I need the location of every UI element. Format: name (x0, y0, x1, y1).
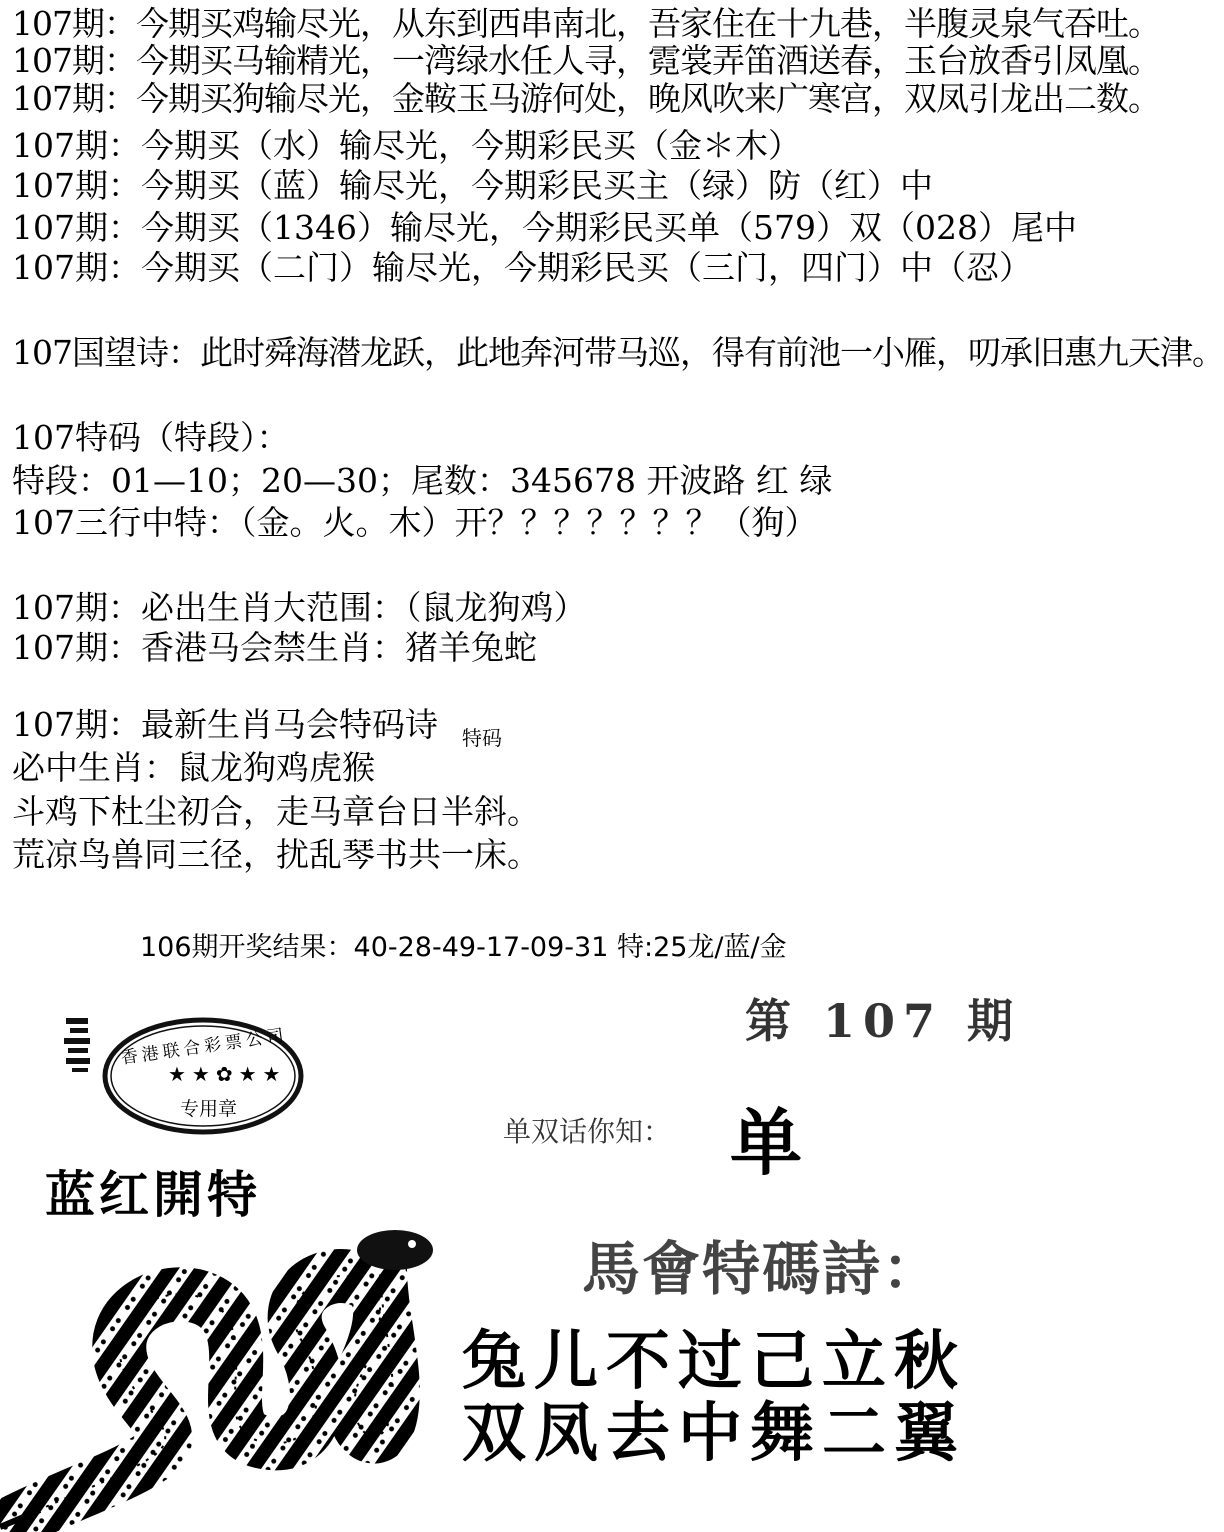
poem-verse-2: 荒凉鸟兽同三径，扰乱琴书共一床。 (12, 835, 540, 874)
guowang-poem: 107国望诗：此时舜海潜龙跃，此地奔河带马巡，得有前池一小雁，叨承旧惠九天津。 (12, 333, 1224, 372)
draw-results: 106期开奖结果：40-28-49-17-09-31 特:25龙/蓝/金 (140, 932, 787, 963)
zodiac-range: 107期：必出生肖大范围：（鼠龙狗鸡） (12, 588, 587, 627)
must-zodiac: 必中生肖：鼠龙狗鸡虎猴 (12, 748, 375, 787)
horse-poem-line-2: 双凤去中舞二翼 (462, 1396, 966, 1471)
banned-zodiac: 107期：香港马会禁生肖：猪羊兔蛇 (12, 628, 537, 667)
special-heading: 107特码（特段）： (12, 418, 290, 457)
text-line-1: 107期：今期买鸡输尽光，从东到西串南北，吾家住在十九巷，半腹灵泉气吞吐。 (12, 4, 1160, 43)
dan-value: 单 (730, 1100, 803, 1185)
seal-stamp (58, 1010, 308, 1145)
seal-text: 香港联合彩票公司 (119, 1025, 289, 1069)
text-line-3: 107期：今期买狗输尽光，金鞍玉马游何处，晚风吹来广寒宫，双凤引龙出二数。 (12, 79, 1160, 118)
horse-poem-line-1: 兔儿不过己立秋 (462, 1324, 966, 1399)
issue-stamp: 第 107 期 (745, 994, 1022, 1048)
text-line-7: 107期：今期买（二门）输尽光，今期彩民买（三门，四门）中（忍） (12, 248, 1032, 287)
blue-red-label: 蓝红開特 (45, 1166, 261, 1224)
text-line-6: 107期：今期买（1346）输尽光，今期彩民买单（579）双（028）尾中 (12, 208, 1077, 247)
text-line-4: 107期：今期买（水）输尽光，今期彩民买（金＊木） (12, 126, 801, 165)
poem-verse-1: 斗鸡下杜尘初合，走马章台日半斜。 (12, 792, 540, 831)
dan-label: 单双话你知： (503, 1115, 672, 1148)
text-line-5: 107期：今期买（蓝）输尽光，今期彩民买主（绿）防（红）中 (12, 166, 933, 205)
special-range: 特段：01—10；20—30；尾数：345678 开波路 红 绿 (12, 461, 833, 500)
horse-poem-title: 馬會特碼詩： (582, 1235, 943, 1303)
seal-stars: ★★✿★★ (168, 1062, 287, 1086)
small-mark: 特码 (462, 726, 502, 750)
text-line-2: 107期：今期买马输精光，一湾绿水任人寻，霓裳弄笛酒送春，玉台放香引凤凰。 (12, 41, 1160, 80)
snake-illustration (0, 1228, 460, 1532)
seal-sub: 专用章 (180, 1098, 238, 1120)
poem-heading: 107期：最新生肖马会特码诗 (12, 705, 438, 744)
three-elements: 107三行中特：（金。火。木）开？？？？？？？（狗） (12, 503, 818, 542)
